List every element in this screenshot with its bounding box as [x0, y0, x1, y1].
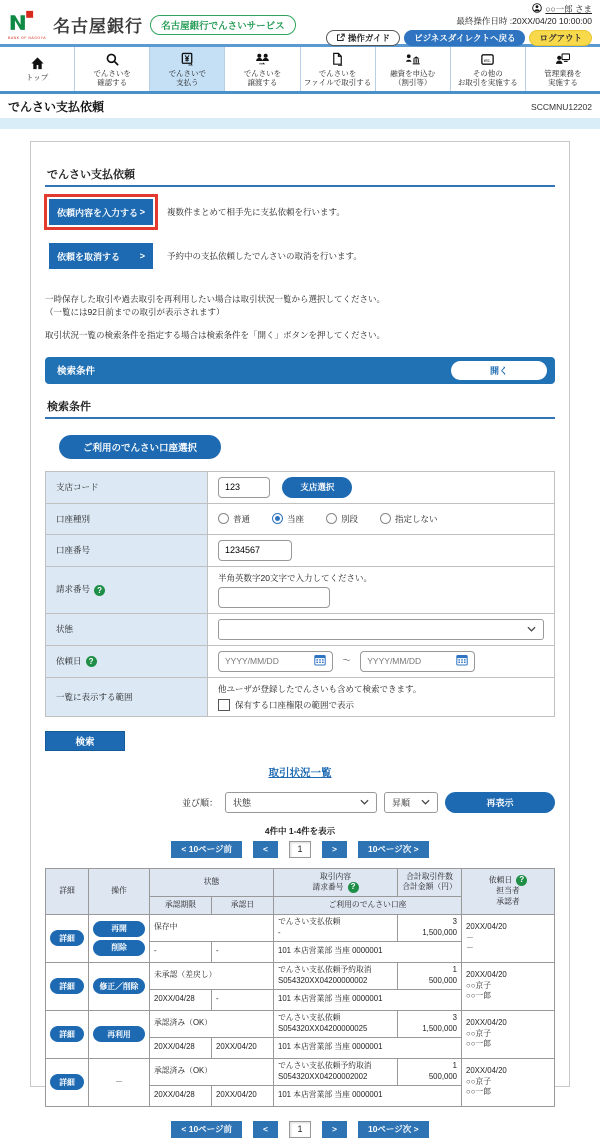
nav-tab-4[interactable]	[301, 47, 376, 91]
account-cell: 101 本店営業部 当座 0000001	[274, 1085, 462, 1106]
current-page-indicator: 1	[289, 1121, 311, 1138]
user-icon	[532, 3, 542, 16]
radio-label: 別段	[341, 513, 359, 524]
nav-tab-label: でんさいで 支払う	[168, 68, 207, 87]
nav-tab-label: その他の お取引を実施する	[457, 68, 518, 87]
screen-id: SCCMNU12202	[531, 101, 592, 112]
account-cell: 101 本店営業部 当座 0000001	[274, 941, 462, 962]
calendar-icon[interactable]	[314, 654, 326, 668]
refresh-button[interactable]: 再表示	[445, 792, 555, 813]
next-10-pages-button[interactable]: 10ページ次 >	[358, 841, 429, 858]
detail-button[interactable]: 詳細	[50, 978, 84, 994]
current-page-indicator: 1	[289, 841, 311, 858]
account-number-row	[46, 534, 555, 566]
branch-code-label: 支店コード	[46, 471, 208, 503]
request-date-row	[46, 645, 555, 677]
search-form	[45, 471, 555, 717]
nav-tab-3[interactable]	[225, 47, 300, 91]
account-permission-checkbox-label: 保有する口座権限の範囲で表示	[235, 699, 355, 710]
calendar-icon[interactable]	[456, 654, 468, 668]
display-range-row	[46, 677, 555, 716]
content-cell: でんさい支払依頼 -	[274, 914, 398, 941]
admin-icon	[555, 52, 570, 67]
brand	[8, 3, 296, 42]
search-icon	[105, 52, 120, 67]
etc-icon	[480, 52, 495, 67]
status-cell: 承認済み（OK）	[150, 1058, 274, 1085]
date-range-tilde: ～	[342, 655, 351, 666]
bank-logo-icon	[8, 10, 46, 40]
transfer-icon	[255, 52, 270, 67]
display-range-note: 他ユーザが登録したでんさいも含めて検索できます。	[218, 683, 422, 694]
chevron-right-icon	[140, 251, 145, 261]
account-type-radio-1[interactable]	[272, 513, 283, 524]
request-date-cell: 20XX/04/20 ○○京子 ○○一郎	[462, 1010, 555, 1058]
home-icon	[30, 56, 45, 71]
request-date-cell: 20XX/04/20 ○○京子 ○○一郎	[462, 962, 555, 1010]
approval-deadline-cell: 20XX/04/28	[150, 989, 212, 1010]
nav-tab-label: 管理業務を 実施する	[544, 68, 582, 87]
result-count: 4件中 1-4件を表示	[264, 825, 336, 836]
operation-button[interactable]: 修正／削除	[93, 978, 145, 994]
prev-10-pages-button[interactable]: < 10ページ前	[171, 1121, 242, 1138]
detail-button[interactable]: 詳細	[50, 930, 84, 946]
menu-section-heading: でんさい支払依頼	[45, 166, 555, 187]
detail-button[interactable]: 詳細	[50, 1026, 84, 1042]
status-cell: 承認済み（OK）	[150, 1010, 274, 1037]
last-operation-time: 最終操作日時 :20XX/04/20 10:00:00	[456, 16, 592, 27]
enter-request-button[interactable]: 依頼内容を入力する >	[49, 199, 153, 225]
approval-deadline-cell: 20XX/04/28	[150, 1037, 212, 1058]
prev-page-button[interactable]: <	[253, 1121, 278, 1138]
radio-label: 普通	[233, 513, 251, 524]
transaction-table	[45, 868, 555, 1107]
status-label: 状態	[46, 613, 208, 645]
nav-tab-label: 融資を申込む （割引等）	[390, 68, 436, 87]
nav-tab-1[interactable]	[75, 47, 150, 91]
nav-tab-label: でんさいを 譲渡する	[243, 68, 282, 87]
sort-order-select[interactable]: 昇順	[384, 792, 438, 813]
display-range-label: 一覧に表示する範囲	[46, 677, 208, 716]
approval-date-cell: 20XX/04/20	[212, 1085, 274, 1106]
main-nav	[0, 47, 600, 94]
col-header-approval-deadline: 承認期限	[150, 897, 212, 915]
chevron-right-icon	[140, 207, 145, 217]
col-header-approval-date: 承認日	[212, 897, 274, 915]
nav-tab-6[interactable]	[451, 47, 526, 91]
user-name[interactable]: ○○一郎 さま	[545, 4, 592, 14]
col-header-detail: 詳細	[46, 868, 89, 914]
search-condition-bar	[45, 357, 555, 384]
nav-tab-5[interactable]	[376, 47, 451, 91]
col-header-request-date: 依頼日? 担当者 承認者	[462, 868, 555, 914]
main-panel	[30, 141, 570, 1135]
back-to-business-direct-button[interactable]: ビジネスダイレクトへ戻る	[404, 30, 525, 46]
help-icon[interactable]	[86, 656, 97, 667]
pagination-top	[39, 841, 561, 858]
search-section-heading: 検索条件	[45, 398, 555, 419]
sort-label: 並び順：	[181, 797, 218, 808]
account-type-label: 口座種別	[46, 503, 208, 534]
chevron-down-icon	[360, 797, 369, 807]
total-cell: 1 500,000	[398, 1058, 462, 1085]
svg-text:etc.: etc.	[484, 57, 492, 63]
content-cell: でんさい支払依頼予約取消 S054320XX04200000002	[274, 962, 398, 989]
operation-button[interactable]: 再利用	[93, 1026, 145, 1042]
request-number-label: 請求番号?	[46, 566, 208, 613]
nav-tab-2[interactable]	[150, 47, 225, 91]
operation-guide-button[interactable]: 操作ガイド	[326, 30, 400, 46]
table-row	[46, 1058, 555, 1085]
loan-icon	[405, 52, 420, 67]
account-type-radio-0[interactable]	[218, 513, 229, 524]
external-link-icon	[336, 33, 345, 44]
chevron-down-icon	[421, 797, 430, 807]
nav-tab-label: トップ	[25, 73, 49, 82]
user-info	[326, 3, 592, 16]
search-button[interactable]: 検索	[45, 731, 125, 751]
request-date-from-input[interactable]: YYYY/MM/DD	[218, 651, 333, 672]
request-date-label: 依頼日?	[46, 645, 208, 677]
operation-button[interactable]: 削除	[93, 940, 145, 956]
request-date-cell: 20XX/04/20 － －	[462, 914, 555, 962]
table-row	[46, 1010, 555, 1037]
total-cell: 3 1,500,000	[398, 1010, 462, 1037]
prev-page-button[interactable]: <	[253, 841, 278, 858]
nav-tab-0[interactable]	[0, 47, 75, 91]
sort-key-select[interactable]: 状態	[225, 792, 377, 813]
request-date-to-input[interactable]: YYYY/MM/DD	[360, 651, 475, 672]
table-row	[46, 962, 555, 989]
bank-name: 名古屋銀行	[53, 17, 144, 36]
account-type-radio-group	[218, 513, 544, 525]
cancel-request-button[interactable]: 依頼を取消する >	[49, 243, 153, 269]
detail-button[interactable]: 詳細	[50, 1074, 84, 1090]
approval-date-cell: -	[212, 941, 274, 962]
col-header-account: ご利用のでんさい口座	[274, 897, 462, 915]
account-cell: 101 本店営業部 当座 0000001	[274, 1037, 462, 1058]
search-condition-bar-label: 検索条件	[57, 366, 96, 378]
next-10-pages-button[interactable]: 10ページ次 >	[358, 1121, 429, 1138]
logo-caption: BANK OF NAGOYA	[8, 35, 47, 40]
cancel-request-description: 予約中の支払依頼したでんさいの取消を行います。	[167, 251, 362, 261]
table-row	[46, 914, 555, 941]
col-header-total: 合計取引件数 合計金額（円）	[398, 868, 462, 897]
radio-label: 指定しない	[395, 513, 438, 524]
request-date-cell: 20XX/04/20 ○○京子 ○○一郎	[462, 1058, 555, 1106]
next-page-button[interactable]: >	[322, 1121, 347, 1138]
col-header-operation: 操作	[89, 868, 150, 914]
approval-deadline-cell: 20XX/04/28	[150, 1085, 212, 1106]
status-cell: 未承認（差戻し）	[150, 962, 274, 989]
total-cell: 3 1,500,000	[398, 914, 462, 941]
title-accent-strip	[0, 118, 600, 129]
account-permission-checkbox[interactable]	[218, 699, 230, 711]
col-header-content: 取引内容 請求番号?	[274, 868, 398, 897]
enter-request-description: 複数件まとめて相手先に支払依頼を行います。	[167, 207, 345, 217]
col-header-status: 状態	[150, 868, 274, 897]
approval-date-cell: -	[212, 989, 274, 1010]
total-cell: 1 500,000	[398, 962, 462, 989]
top-header	[0, 0, 600, 44]
operation-dash: －	[115, 1076, 123, 1086]
help-icon[interactable]	[516, 875, 527, 886]
account-type-row	[46, 503, 555, 534]
branch-code-row	[46, 471, 555, 503]
content-cell: でんさい支払依頼 S054320XX04200000025	[274, 1010, 398, 1037]
status-cell: 保存中	[150, 914, 274, 941]
content-cell: でんさい支払依頼予約取消 S054320XX04200002002	[274, 1058, 398, 1085]
account-type-radio-3[interactable]	[380, 513, 391, 524]
nav-tab-label: でんさいを ファイルで取引する	[303, 68, 372, 87]
help-icon[interactable]	[94, 585, 105, 596]
approval-deadline-cell: -	[150, 941, 212, 962]
branch-code-input[interactable]	[218, 477, 270, 498]
next-page-button[interactable]: >	[322, 841, 347, 858]
account-cell: 101 本店営業部 当座 0000001	[274, 989, 462, 1010]
transaction-list-title: 取引状況一覧	[268, 766, 332, 779]
request-number-input[interactable]	[218, 587, 330, 608]
open-search-condition-button[interactable]: 開く	[451, 361, 547, 380]
prev-10-pages-button[interactable]: < 10ページ前	[171, 841, 242, 858]
yen-pay-icon	[180, 52, 195, 67]
approval-date-cell: 20XX/04/20	[212, 1037, 274, 1058]
request-number-hint: 半角英数字20文字で入力してください。	[218, 572, 372, 583]
account-number-input[interactable]	[218, 540, 292, 561]
request-number-row	[46, 566, 555, 613]
radio-label: 当座	[287, 513, 305, 524]
nav-tab-label: でんさいを 確認する	[93, 68, 131, 87]
logout-button[interactable]: ログアウト	[529, 30, 592, 46]
instruction-notes: 一時保存した取引や過去取引を再利用したい場合は取引状況一覧から選択してください。 （一覧には92日前までの取引が表示されます） 取引状況一覧の検索条件を指定する場合は検索条件を「開く」ボタンを押してください。	[45, 294, 386, 341]
pagination-bottom	[39, 1121, 561, 1138]
account-type-radio-2[interactable]	[326, 513, 337, 524]
branch-select-button[interactable]: 支店選択	[282, 477, 352, 498]
status-select[interactable]	[218, 619, 544, 640]
chevron-down-icon	[527, 624, 536, 634]
help-icon[interactable]	[348, 882, 359, 893]
densai-account-select-button[interactable]: ご利用のでんさい口座選択	[59, 435, 221, 459]
operation-button[interactable]: 再開	[93, 921, 145, 937]
page-title: でんさい支払依頼	[8, 100, 105, 114]
file-icon	[330, 52, 345, 67]
status-row	[46, 613, 555, 645]
service-badge: 名古屋銀行でんさいサービス	[150, 15, 296, 35]
nav-tab-7[interactable]	[526, 47, 600, 91]
account-number-label: 口座番号	[46, 534, 208, 566]
